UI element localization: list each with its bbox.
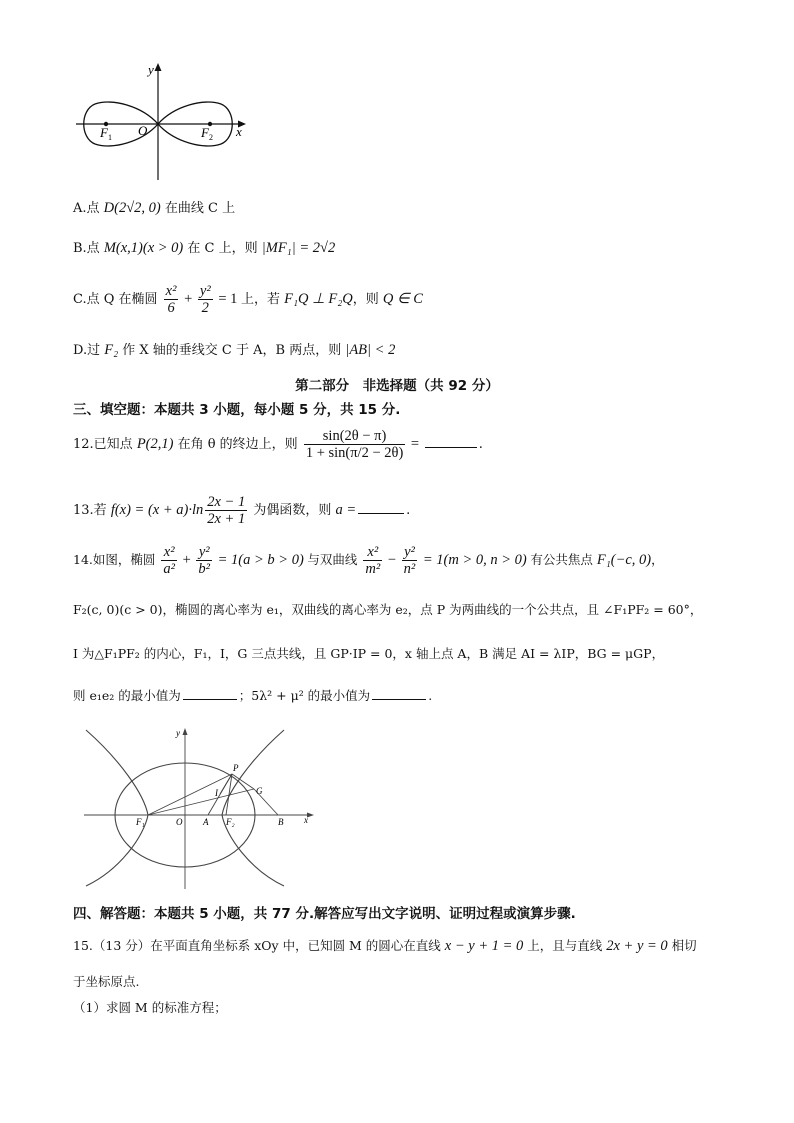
fig2-f1-label: F₁	[136, 817, 145, 827]
option-b-prefix: B.点	[73, 241, 104, 256]
fig2-x-label: x	[304, 815, 308, 825]
q14-frac2-num: y²	[196, 544, 212, 561]
q14-prefix: 14.如图，椭圆	[73, 552, 160, 567]
option-c-plus: +	[180, 291, 196, 307]
q13-frac	[205, 494, 247, 527]
q14-focus1: F₁(−c, 0)	[596, 552, 652, 568]
option-c-frac1-num: x²	[165, 283, 177, 299]
segment-f1-p	[148, 774, 232, 815]
fig2-f2-label: F₂	[226, 817, 235, 827]
fig2-g-label: G	[256, 786, 263, 796]
q12-answer-blank[interactable]	[425, 435, 477, 448]
option-a-math: D(2√2, 0)	[103, 200, 161, 216]
q14-frac1	[161, 544, 177, 577]
question-15-part1: （1）求圆 M 的标准方程；	[73, 1000, 227, 1015]
q14-frac4-num: y²	[402, 544, 418, 561]
q15-line1-b: 上，且与直线	[523, 938, 607, 953]
q15-line1-math: x − y + 1 = 0	[444, 938, 524, 954]
option-c	[73, 282, 423, 317]
q14-frac2-den: b²	[198, 561, 211, 577]
q12-eq: =	[407, 436, 423, 452]
q12-frac-den: 1 + sin(π/2 − 2θ)	[305, 445, 404, 461]
q13-frac-den: 2x + 1	[207, 511, 246, 527]
section2-title: 第二部分 非选择题（共 92 分）	[295, 378, 499, 394]
option-c-mid2: ，则	[352, 292, 383, 307]
option-c-frac1-den: 6	[167, 300, 175, 316]
q15-line1-a: 15.（13 分）在平面直角坐标系 xOy 中，已知圆 M 的圆心在直线	[73, 938, 445, 953]
option-d-mid: 作 X 轴的垂线交 C 于 A，B 两点，则	[118, 343, 346, 358]
q13-math: f(x) = (x + a)·ln	[110, 502, 204, 518]
q14-frac1-den: a²	[163, 561, 175, 577]
q14-frac2	[196, 544, 212, 577]
segment-f1-g	[148, 789, 254, 815]
segment-p-g	[232, 774, 254, 789]
question-15-line1	[73, 936, 697, 956]
option-c-frac2-num: y²	[199, 283, 211, 299]
q12-frac-num: sin(2θ − π)	[304, 428, 405, 445]
fig2-o-label: O	[176, 817, 183, 827]
q13-mid: 为偶函数，则	[249, 503, 336, 518]
option-c-prefix: C.点 Q 在椭圆	[73, 292, 162, 307]
question-13	[73, 492, 410, 529]
y-axis-arrow	[155, 63, 162, 71]
option-b-mid: 在 C 上，则	[183, 241, 262, 256]
fig2-p-label: P	[233, 763, 239, 773]
fig2-x-axis-arrow	[307, 813, 314, 818]
q14-plus: +	[178, 552, 195, 568]
question-14-line3: I 为△F₁PF₂ 的内心，F₁，I，G 三点共线，且 GP·IP = 0，x 轴上点 A，B 满足 AI = λIP，BG = μGP，	[73, 646, 665, 661]
q13-answer-blank[interactable]	[358, 501, 404, 514]
option-d-math2: |AB| < 2	[345, 342, 396, 358]
q13-prefix: 13.若	[73, 503, 111, 518]
origin-label: O	[138, 123, 148, 138]
q14-line4-b: ；5λ² + μ² 的最小值为	[238, 688, 371, 703]
option-b-math2: |MF₁| = 2√2	[261, 240, 336, 256]
option-a-suffix: 在曲线 C 上	[160, 201, 236, 216]
fig2-b-label: B	[278, 817, 284, 827]
question-14-line2: F₂(c, 0)(c > 0)，椭圆的离心率为 e₁，双曲线的离心率为 e₂，点 P 为两曲线的一个公共点，且 ∠F₁PF₂ = 60°，	[73, 602, 703, 617]
option-a	[73, 198, 235, 219]
question-14-line4	[73, 686, 432, 706]
option-c-math: F₁Q ⊥ F₂Q	[284, 291, 353, 307]
q14-answer-blank-2[interactable]	[372, 687, 426, 700]
q15-line1-math2: 2x + y = 0	[606, 938, 668, 954]
lemniscate-figure	[70, 60, 250, 182]
hyperbola-right-branch	[222, 730, 284, 886]
focus-f2-label: $F_2$	[201, 125, 213, 142]
section4-heading: 四、解答题：本题共 5 小题，共 77 分.解答应写出文字说明、证明过程或演算步骤.	[73, 906, 576, 922]
q14-frac3-den: m²	[365, 561, 381, 577]
option-b	[73, 238, 335, 259]
q14-cond2: = 1(m > 0, n > 0)	[419, 552, 531, 568]
x-axis-label: x	[236, 124, 242, 139]
q13-math2: a =	[335, 502, 357, 518]
q12-mid: 在角 θ 的终边上，则	[173, 437, 302, 452]
focus-f1-label: $F_1$	[100, 125, 112, 142]
q14-mid2: 有公共焦点	[530, 552, 597, 567]
option-c-math2: Q ∈ C	[382, 291, 423, 307]
y-axis-label: y	[148, 62, 154, 77]
question-15-line2: 于坐标原点.	[73, 974, 140, 989]
q12-frac	[304, 428, 405, 461]
q12-prefix: 12.已知点	[73, 437, 137, 452]
q14-frac1-num: x²	[161, 544, 177, 561]
q12-math: P(2,1)	[136, 436, 174, 452]
option-c-frac1	[164, 283, 179, 316]
section3-heading: 三、填空题：本题共 3 小题，每小题 5 分，共 15 分.	[73, 402, 401, 418]
option-d-prefix: D.过	[73, 343, 105, 358]
option-b-math: M(x,1)(x > 0)	[103, 240, 184, 256]
question-14-line1	[73, 542, 664, 578]
q13-end: .	[406, 503, 411, 518]
q14-line4-end: .	[428, 688, 433, 703]
fig2-i-label: I	[215, 788, 218, 798]
q14-frac3-num: x²	[363, 544, 382, 561]
q14-comma: ，	[651, 552, 664, 567]
q14-frac3	[363, 544, 382, 577]
q14-minus: −	[384, 552, 400, 568]
option-d	[73, 340, 395, 361]
ellipse-hyperbola-figure	[84, 724, 320, 890]
fig2-y-axis-arrow	[183, 728, 188, 735]
q14-answer-blank-1[interactable]	[183, 687, 237, 700]
option-d-math: F₂	[104, 342, 119, 358]
q14-frac4	[402, 544, 418, 577]
q15-line1-c: 相切	[667, 938, 697, 953]
q12-end: .	[478, 437, 483, 452]
q14-line4-a: 则 e₁e₂ 的最小值为	[73, 688, 181, 703]
option-a-prefix: A.点	[73, 201, 104, 216]
option-c-frac2	[198, 283, 213, 316]
fig2-a-label: A	[203, 817, 209, 827]
option-c-frac2-den: 2	[201, 300, 209, 316]
question-12	[73, 424, 483, 465]
option-c-mid: 上，若	[241, 292, 285, 307]
q13-frac-num: 2x − 1	[207, 494, 246, 510]
option-c-eq: = 1	[214, 291, 242, 307]
hyperbola-left-branch	[86, 730, 148, 886]
q14-mid1: 与双曲线	[307, 552, 362, 567]
q14-cond1: = 1(a > b > 0)	[214, 552, 308, 568]
fig2-y-label: y	[176, 728, 180, 738]
q14-frac4-den: n²	[403, 561, 416, 577]
